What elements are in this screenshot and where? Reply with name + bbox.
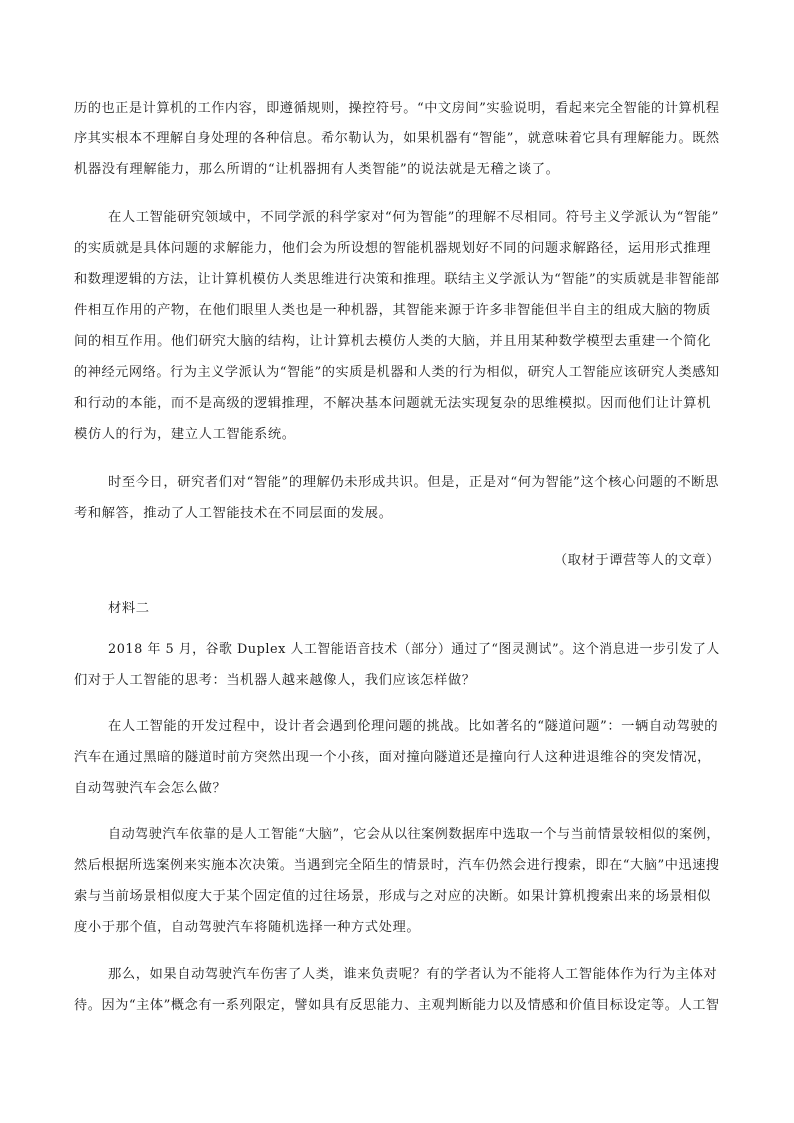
- paragraph-3-line-1: 时至今日，研究者们对“智能”的理解仍未形成共识。但是，正是对“何为智能”这个核心问题的不断思: [108, 475, 719, 490]
- material2-paragraph-3-line-3: 索与当前场景相似度大于某个固定值的过往场景，形成与之对应的决断。如果计算机搜索出来的场景相似: [74, 889, 711, 904]
- paragraph-2-line-2: 的实质就是具体问题的求解能力，他们会为所设想的智能机器规划好不同的问题求解路径，运用形式推理: [74, 241, 711, 256]
- material2-paragraph-2-line-1: 在人工智能的开发过程中，设计者会遇到伦理问题的挑战。比如著名的“隧道问题”：一辆自动驾驶的: [108, 719, 719, 734]
- material-label: 材料二: [108, 601, 150, 616]
- material2-paragraph-3-line-1: 自动驾驶汽车依靠的是人工智能“大脑”，它会从以往案例数据库中选取一个与当前情景较相似的案例，: [108, 827, 720, 842]
- material2-paragraph-2-line-2: 汽车在通过黑暗的隧道时前方突然出现一个小孩，面对撞向隧道还是撞向行人这种进退维谷的突发情况，: [74, 750, 711, 765]
- material2-paragraph-4-line-1: 那么，如果自动驾驶汽车伤害了人类，谁来负责呢？有的学者认为不能将人工智能体作为行为主体对: [108, 967, 718, 982]
- material2-paragraph-4-line-2: 待。因为“主体”概念有一系列限定，譬如具有反思能力、主观判断能力以及情感和价值目标设定等。人工智: [74, 998, 720, 1013]
- paragraph-2-line-1: 在人工智能研究领域中，不同学派的科学家对“何为智能”的理解不尽相同。符号主义学派认为“智能”: [108, 210, 719, 225]
- material2-paragraph-2-line-3: 自动驾驶汽车会怎么做？: [74, 781, 227, 796]
- paragraph-2-line-7: 和行动的本能，而不是高级的逻辑推理，不解决基本问题就无法实现复杂的思维模拟。因而他们让计算机: [74, 396, 711, 411]
- paragraph-2-line-6: 的神经元网络。行为主义学派认为“智能”的实质是机器和人类的行为相似，研究人工智能应该研究人类感知: [74, 365, 720, 380]
- material2-paragraph-1-line-1: 2018 年 5 月，谷歌 Duplex 人工智能语音技术（部分）通过了“图灵测试”。这个消息进一步引发了人: [108, 642, 720, 657]
- paragraph-1-line-1: 历的也正是计算机的工作内容，即遵循规则，操控符号。“中文房间”实验说明，看起来完全智能的计算机程: [74, 101, 720, 116]
- paragraph-2-line-4: 件相互作用的产物，在他们眼里人类也是一种机器，其智能来源于许多非智能但半自主的组成大脑的物质: [74, 303, 711, 318]
- source-note: （取材于谭营等人的文章）: [553, 553, 720, 568]
- paragraph-1-line-3: 机器没有理解能力，那么所谓的“让机器拥有人类智能”的说法就是无稽之谈了。: [74, 162, 560, 177]
- paragraph-1-line-2: 序其实根本不理解自身处理的各种信息。希尔勒认为，如果机器有“智能”，就意味着它具有理解能力。既然: [74, 131, 720, 146]
- paragraph-3-line-2: 考和解答，推动了人工智能技术在不同层面的发展。: [74, 506, 393, 521]
- material2-paragraph-1-line-2: 们对于人工智能的思考：当机器人越来越像人，我们应该怎样做？: [74, 673, 476, 688]
- paragraph-2-line-8: 模仿人的行为，建立人工智能系统。: [74, 427, 296, 442]
- paragraph-2-line-5: 间的相互作用。他们研究大脑的结构，让计算机去模仿人类的大脑，并且用某种数学模型去重建一个简化: [74, 334, 711, 349]
- material2-paragraph-3-line-4: 度小于那个值，自动驾驶汽车将随机选择一种方式处理。: [74, 920, 421, 935]
- material2-paragraph-3-line-2: 然后根据所选案例来实施本次决策。当遇到完全陌生的情景时，汽车仍然会进行搜索，即在“大脑”中迅速搜: [74, 858, 720, 873]
- paragraph-2-line-3: 和数理逻辑的方法，让计算机模仿人类思维进行决策和推理。联结主义学派认为“智能”的实质就是非智能部: [74, 272, 720, 287]
